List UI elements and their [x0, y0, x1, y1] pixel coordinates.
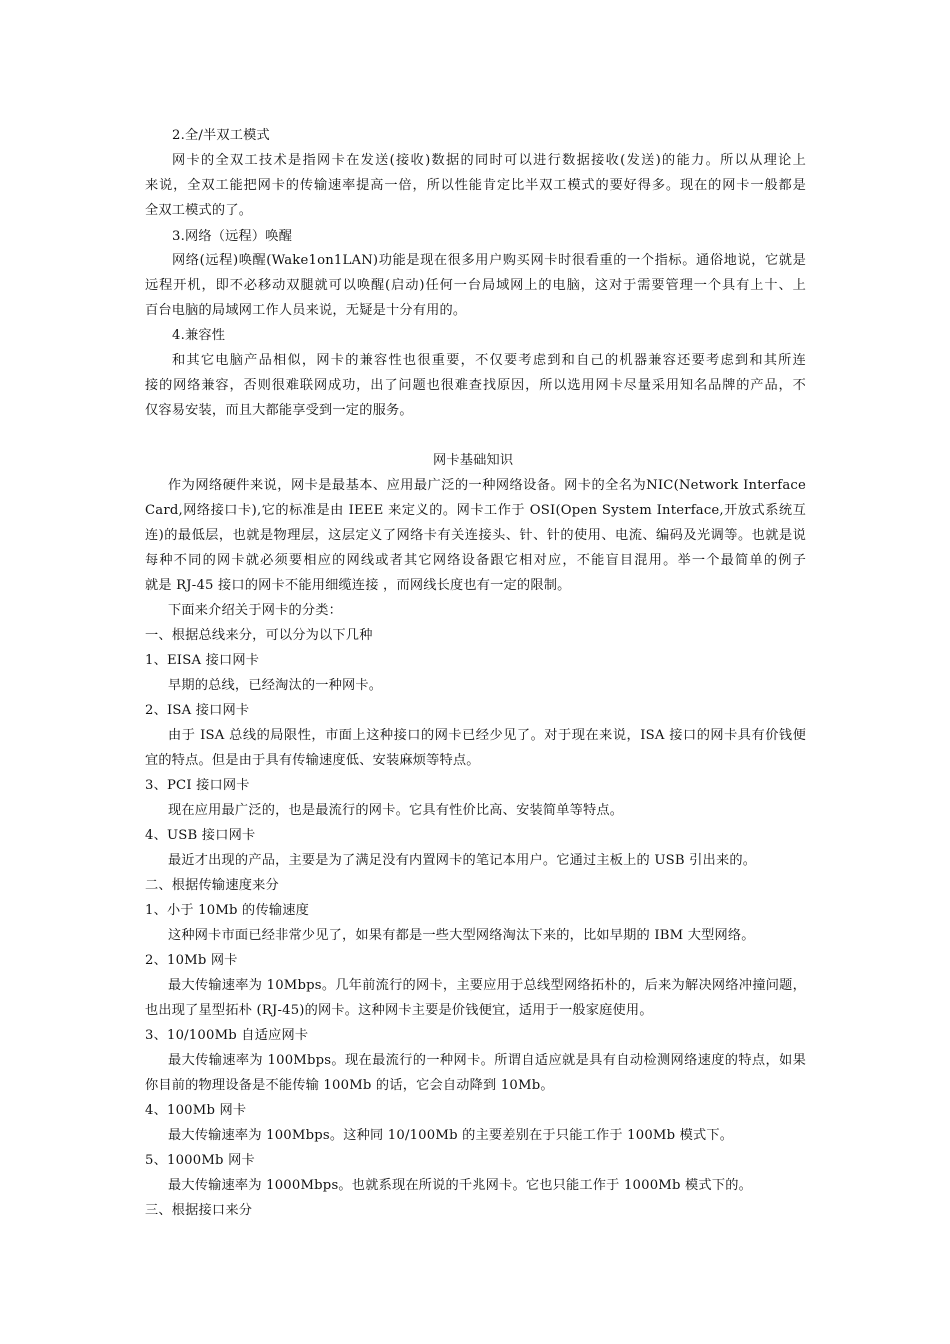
item-description: 也出现了星型拓朴 (RJ-45)的网卡。这种网卡主要是价钱便宜，适用于一般家庭使用。 — [145, 1003, 653, 1018]
paragraph-line: Card,网络接口卡),它的标准是由 IEEE 来定义的。网卡工作于 OSI(Open System Interface,开放式系统互 — [145, 503, 806, 518]
item-description: 早期的总线，已经淘汰的一种网卡。 — [168, 678, 383, 693]
paragraph-line: 下面来介绍关于网卡的分类： — [168, 603, 343, 618]
item-heading: 5、1000Mb 网卡 — [145, 1153, 255, 1168]
heading-compatibility: 4.兼容性 — [172, 328, 226, 343]
item-description: 你目前的物理设备是不能传输 100Mb 的话，它会自动降到 10Mb。 — [145, 1078, 554, 1093]
item-description: 最大传输速率为 100Mbps。这种同 10/100Mb 的主要差别在于只能工作于 100Mb 模式下。 — [168, 1128, 734, 1143]
item-heading: 2、10Mb 网卡 — [145, 953, 238, 968]
item-description: 由于 ISA 总线的局限性，市面上这种接口的网卡已经少见了。对于现在来说，ISA 接口的网卡具有价钱便 — [168, 728, 806, 743]
paragraph-line: 连)的最低层，也就是物理层，这层定义了网络卡有关连接头、针、针的使用、电流、编码及光调等。也就是说 — [145, 528, 806, 543]
item-heading: 3、PCI 接口网卡 — [145, 778, 250, 793]
heading-wake-on-lan: 3.网络（远程）唤醒 — [172, 229, 293, 244]
item-heading: 3、10/100Mb 自适应网卡 — [145, 1028, 309, 1043]
paragraph-line: 就是 RJ-45 接口的网卡不能用细缆连接 ，而网线长度也有一定的限制。 — [145, 578, 571, 593]
section-title: 网卡基础知识 — [433, 453, 514, 468]
paragraph-line: 每种不同的网卡就必须要相应的网线或者其它网络设备跟它相对应，不能盲目混用。举一个最简单的例子 — [145, 553, 806, 568]
item-heading: 4、100Mb 网卡 — [145, 1103, 247, 1118]
paragraph-line: 网卡的全双工技术是指网卡在发送(接收)数据的同时可以进行数据接收(发送)的能力。所以从理论上 — [172, 153, 806, 168]
category-heading-interface: 三、根据接口来分 — [145, 1203, 253, 1218]
item-heading: 2、ISA 接口网卡 — [145, 703, 250, 718]
paragraph-line: 来说，全双工能把网卡的传输速率提高一倍，所以性能肯定比半双工模式的要好得多。现在的网卡一般都是 — [145, 178, 806, 193]
item-description: 现在应用最广泛的，也是最流行的网卡。它具有性价比高、安装简单等特点。 — [168, 803, 624, 818]
item-description: 这种网卡市面已经非常少见了，如果有都是一些大型网络淘汰下来的，比如早期的 IBM 大型网络。 — [168, 928, 755, 943]
paragraph-line: 网络(远程)唤醒(Wake1on1LAN)功能是现在很多用户购买网卡时很看重的一个指标。通俗地说，它就是 — [172, 253, 806, 268]
paragraph-line: 全双工模式的了。 — [145, 203, 253, 218]
paragraph-line: 远程开机，即不必移动双腿就可以唤醒(启动)任何一台局域网上的电脑，这对于需要管理一个具有上十、上 — [145, 278, 806, 293]
item-description: 最大传输速率为 1000Mbps。也就系现在所说的千兆网卡。它也只能工作于 1000Mb 模式下的。 — [168, 1178, 752, 1193]
category-heading-bus: 一、根据总线来分，可以分为以下几种 — [145, 628, 373, 643]
paragraph-line: 和其它电脑产品相似，网卡的兼容性也很重要，不仅要考虑到和自己的机器兼容还要考虑到和其所连 — [172, 353, 806, 368]
item-description: 最大传输速率为 100Mbps。现在最流行的一种网卡。所谓自适应就是具有自动检测网络速度的特点，如果 — [168, 1053, 806, 1068]
paragraph-line: 作为网络硬件来说，网卡是最基本、应用最广泛的一种网络设备。网卡的全名为NIC(Network Interface — [168, 478, 806, 493]
item-description: 最近才出现的产品，主要是为了满足没有内置网卡的笔记本用户。它通过主板上的 USB 引出来的。 — [168, 853, 757, 868]
category-heading-speed: 二、根据传输速度来分 — [145, 878, 279, 893]
item-heading: 1、小于 10Mb 的传输速度 — [145, 903, 309, 918]
paragraph-line: 仅容易安装，而且大都能享受到一定的服务。 — [145, 403, 413, 418]
paragraph-line: 百台电脑的局域网工作人员来说，无疑是十分有用的。 — [145, 303, 467, 318]
item-description: 宜的特点。但是由于具有传输速度低、安装麻烦等特点。 — [145, 753, 480, 768]
paragraph-line: 接的网络兼容，否则很难联网成功，出了问题也很难查找原因，所以选用网卡尽量采用知名品牌的产品，不 — [145, 378, 806, 393]
item-heading: 4、USB 接口网卡 — [145, 828, 256, 843]
heading-duplex-mode: 2.全/半双工模式 — [172, 128, 270, 143]
item-heading: 1、EISA 接口网卡 — [145, 653, 260, 668]
item-description: 最大传输速率为 10Mbps。几年前流行的网卡，主要应用于总线型网络拓朴的，后来为解决网络冲撞问题， — [168, 978, 806, 993]
